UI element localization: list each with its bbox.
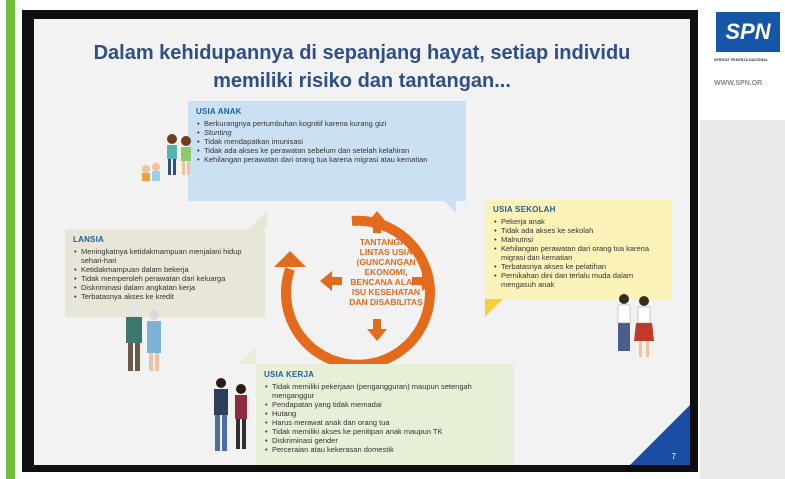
logo-subtitle: SERIKAT PEKERJA NASIONAL <box>714 58 769 62</box>
center-line: EKONOMI, <box>364 267 408 277</box>
usia-sekolah-box <box>485 199 672 299</box>
slide-page-number: 7 <box>671 452 676 461</box>
usia-kerja-heading: USIA KERJA <box>264 370 315 379</box>
box-pointer-kerja <box>238 346 256 364</box>
list-item: • Malnutrisi <box>501 235 664 244</box>
usia-sekolah-heading: USIA SEKOLAH <box>493 205 556 214</box>
left-green-strip <box>6 0 15 479</box>
title-line-1: Dalam kehidupannya di sepanjang hayat, setiap individu <box>93 42 631 64</box>
slide <box>34 19 690 465</box>
lansia-heading: LANSIA <box>73 235 104 244</box>
list-item: • Ketidakmampuan dalam bekerja <box>81 265 257 274</box>
right-panel <box>700 120 785 479</box>
elderly-couple-illustration <box>120 299 168 377</box>
usia-anak-box <box>188 101 466 201</box>
list-item: • Tidak mendapatkan imunisasi <box>204 137 458 146</box>
usia-kerja-box <box>256 364 514 465</box>
list-item: • Meningkatnya ketidakmampuan menjalani hidup sehari-hari <box>81 247 257 265</box>
center-line: DAN DISABILITAS <box>349 297 423 307</box>
box-pointer-lansia <box>249 211 267 229</box>
list-item: • Perceraian atau kekerasan domestik <box>272 445 506 454</box>
title-line-2: memiliki risiko dan tantangan... <box>213 70 511 92</box>
center-line: LINTAS USIA <box>359 247 413 257</box>
slide-corner-accent <box>630 405 690 465</box>
list-item: • Diskriminasi gender <box>272 436 506 445</box>
list-item: • Kehilangan perawatan dari orang tua karena migrasi atau kematian <box>204 155 458 164</box>
list-item: • Tidak memiliki akses ke penitipan anak maupun TK <box>272 427 506 436</box>
students-illustration <box>612 291 656 363</box>
spn-logo <box>716 12 780 52</box>
center-challenge-text <box>330 237 442 307</box>
list-item: • Tidak ada akses ke sekolah <box>501 226 664 235</box>
list-item: • Pernikahan dini dan terlalu muda dalam mengasuh anak <box>501 271 664 289</box>
list-item: • Kehilangan perawatan dari orang tua karena migrasi dan kematian <box>501 244 664 262</box>
usia-anak-heading: USIA ANAK <box>196 107 242 116</box>
list-item: • Harus merawat anak dan orang tua <box>272 418 506 427</box>
workers-illustration <box>208 375 254 457</box>
list-item: • Terbatasnya akses ke kredit <box>81 292 257 301</box>
logo-text: SPN <box>725 19 771 44</box>
center-line: TANTANGAN <box>359 237 413 247</box>
list-item: • Terbatasnya akses ke pelatihan <box>501 262 664 271</box>
logo-website: WWW.SPN.OR <box>714 80 763 87</box>
list-item: • Berkurangnya pertumbuhan kognitif karena kurang gizi <box>204 119 458 128</box>
center-line: BENCANA ALAM, <box>350 277 422 287</box>
list-item: • Stunting <box>204 128 458 137</box>
list-item: • Tidak ada akses ke perawatan sebelum dan setelah kelahiran <box>204 146 458 155</box>
center-line: (GUNCANGAN <box>356 257 416 267</box>
list-item: • Pendapatan yang tidak memadai <box>272 400 506 409</box>
arrow-down-icon <box>367 319 387 341</box>
list-item: • Tidak memperoleh perawatan dari keluarga <box>81 274 257 283</box>
list-item: • Diskriminasi dalam angkatan kerja <box>81 283 257 292</box>
ring-arrowhead <box>274 251 306 267</box>
list-item: • Tidak memiliki pekerjaan (pengangguran) maupun setengah menganggur <box>272 382 506 400</box>
list-item: • Pekerja anak <box>501 217 664 226</box>
center-line: ISU KESEHATAN <box>351 287 421 297</box>
list-item: • Hutang <box>272 409 506 418</box>
children-illustration <box>134 127 202 189</box>
box-pointer-sekolah <box>485 299 503 317</box>
